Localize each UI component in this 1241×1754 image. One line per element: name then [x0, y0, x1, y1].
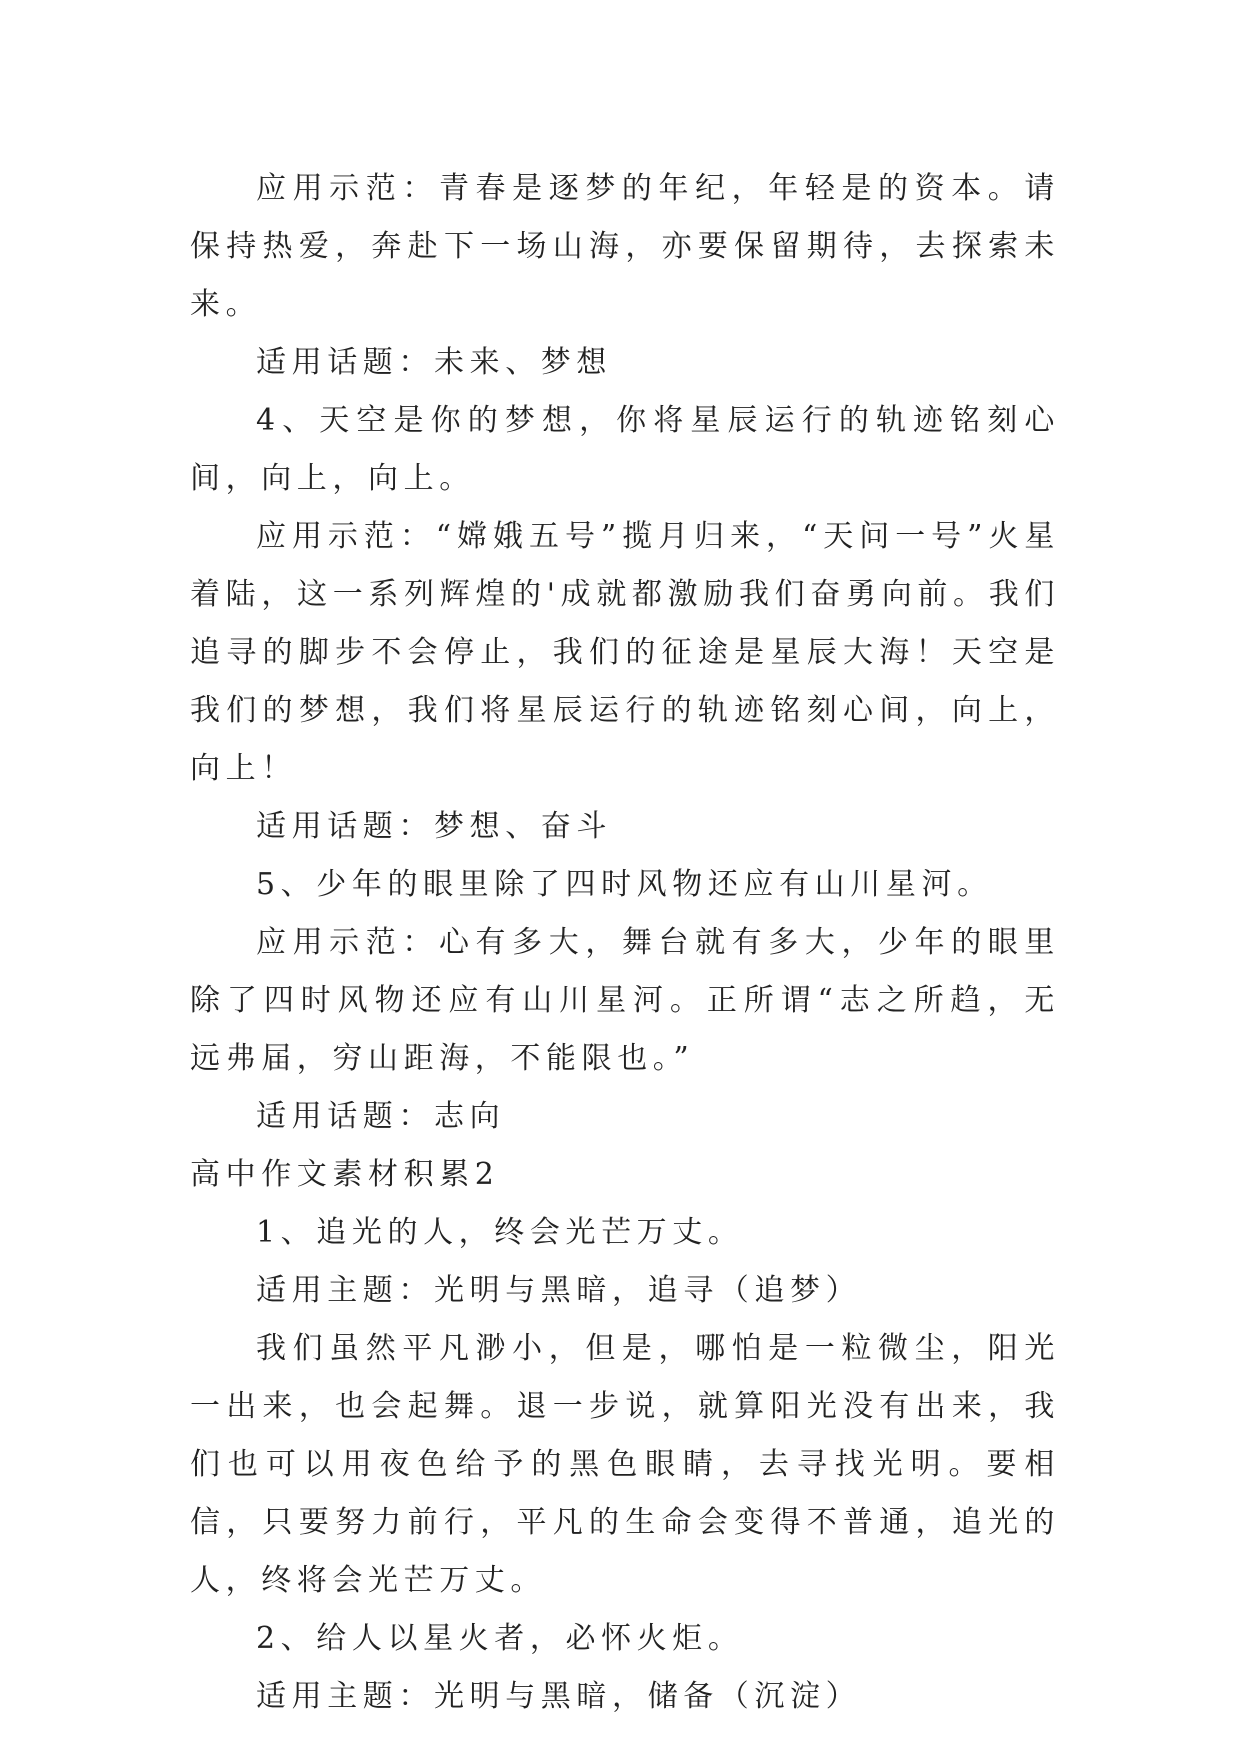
paragraph-quote-2: 2、给人以星火者，必怀火炬。: [256, 1621, 744, 1656]
section-heading: 高中作文素材积累2: [190, 1157, 500, 1192]
paragraph-quote-1: 1、追光的人，终会光芒万丈。: [256, 1215, 744, 1250]
paragraph-body-1: 我们虽然平凡渺小，但是，哪怕是一粒微尘，阳光一出来，也会起舞。退一步说，就算阳光没有出来，我们也可以用夜色给予的黑色眼睛，去寻找光明。要相信，只要努力前行，平凡的生命会变得不普通，追光的人，终将会光芒万丈。: [190, 1331, 1060, 1598]
paragraph-topic-1: 适用话题：未来、梦想: [256, 345, 612, 380]
paragraph-demo-4: 应用示范：“嫦娥五号”揽月归来，“天问一号”火星着陆，这一系列辉煌的'成就都激励我们奋勇向前。我们追寻的脚步不会停止，我们的征途是星辰大海！天空是我们的梦想，我们将星辰运行的轨迹铭刻心间，向上，向上！: [190, 519, 1060, 786]
paragraph-theme-2: 适用主题：光明与黑暗，储备（沉淀）: [256, 1679, 862, 1714]
paragraph-demo-1: 应用示范：青春是逐梦的年纪，年轻是的资本。请保持热爱，奔赴下一场山海，亦要保留期待，去探索未来。: [190, 171, 1060, 322]
paragraph-quote-4: 4、天空是你的梦想，你将星辰运行的轨迹铭刻心间，向上，向上。: [190, 403, 1060, 496]
paragraph-theme-1: 适用主题：光明与黑暗，追寻（追梦）: [256, 1273, 862, 1308]
paragraph-topic-4: 适用话题：梦想、奋斗: [256, 809, 612, 844]
paragraph-quote-5: 5、少年的眼里除了四时风物还应有山川星河。: [256, 867, 993, 902]
document-page: [190, 160, 1060, 1726]
paragraph-topic-5: 适用话题：志向: [256, 1099, 506, 1134]
paragraph-demo-5: 应用示范：心有多大，舞台就有多大，少年的眼里除了四时风物还应有山川星河。正所谓“志之所趋，无远弗届，穷山距海，不能限也。”: [190, 925, 1060, 1076]
